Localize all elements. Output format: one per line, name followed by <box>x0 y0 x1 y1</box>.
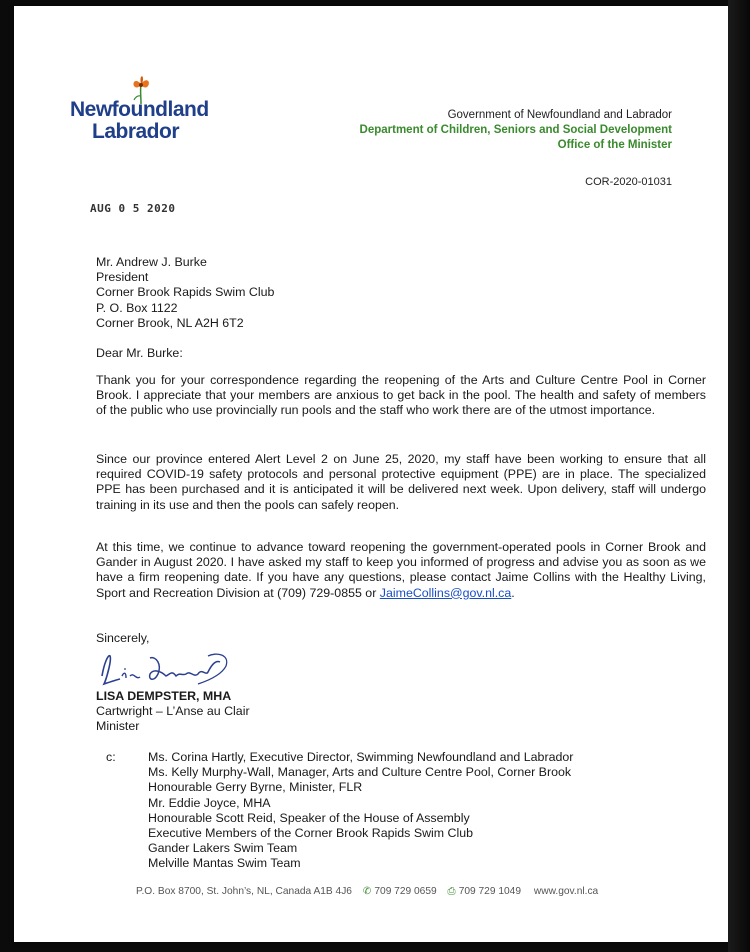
recipient-organization: Corner Brook Rapids Swim Club <box>96 285 275 300</box>
cc-item: Honourable Scott Reid, Speaker of the House of Assembly <box>148 810 470 825</box>
cc-label: c: <box>106 750 116 764</box>
paragraph-3-end: . <box>511 585 515 600</box>
paragraph-3-text: At this time, we continue to advance toward reopening the government-operated pools in Corner Brook and Gander in August 2020. I have asked my staff to keep you informed of progress and advise you as soon as we have a firm reopening date. If you have any questions, please contact Jaime Collins with the Healthy Living, Sport and Recreation Division at (709) 729-0855 or <box>96 540 706 600</box>
signer-title: Minister <box>96 719 140 734</box>
paragraph-3 <box>96 540 706 601</box>
recipient-title: President <box>96 270 149 285</box>
paragraph-1: Thank you for your correspondence regarding the reopening of the Arts and Culture Centre Pool in Corner Brook. I appreciate that your members are anxious to get back in the pool. The health and safety of members of the public who use provincially run pools and the staff who work there are of the utmost importance. <box>96 373 706 418</box>
government-name: Government of Newfoundland and Labrador <box>447 109 672 121</box>
email-link[interactable]: JaimeCollins@gov.nl.ca <box>379 585 512 600</box>
footer-phone: 709 729 0659 <box>374 886 437 897</box>
letterhead <box>360 108 672 153</box>
signer-district: Cartwright – L’Anse au Clair <box>96 704 250 719</box>
signer-name: LISA DEMPSTER, MHA <box>96 689 232 703</box>
recipient-city: Corner Brook, NL A2H 6T2 <box>96 315 244 330</box>
logo-line-2: Labrador <box>92 120 180 143</box>
paragraph-2: Since our province entered Alert Level 2 on June 25, 2020, my staff have been working to ensure that all required COVID-19 safety protocols and personal protective equipment (PPE) are in place. The specialized PPE has been purchased and it is anticipated it will be delivered next week. Upon delivery, staff will undergo training in its use and then the pools can safely reopen. <box>96 452 706 512</box>
cc-item: Mr. Eddie Joyce, MHA <box>148 795 271 810</box>
footer-website[interactable]: www.gov.nl.ca <box>533 886 599 897</box>
date-stamp: AUG 0 5 2020 <box>90 202 176 215</box>
cc-list <box>148 750 573 872</box>
cc-item: Gander Lakers Swim Team <box>148 841 298 856</box>
handwritten-signature <box>98 646 248 690</box>
government-logo <box>70 74 210 154</box>
cc-item: Ms. Corina Hartly, Executive Director, Swimming Newfoundland and Labrador <box>148 750 574 764</box>
department-name: Department of Children, Seniors and Social Development <box>359 124 672 136</box>
footer-fax: 709 729 1049 <box>458 886 522 897</box>
recipient-name: Mr. Andrew J. Burke <box>96 255 207 269</box>
cc-item: Executive Members of the Corner Brook Rapids Swim Club <box>148 826 474 841</box>
footer-address: P.O. Box 8700, St. John’s, NL, Canada A1B 4J6 <box>136 886 352 897</box>
office-name: Office of the Minister <box>557 139 672 151</box>
signer-block <box>96 689 706 735</box>
phone-icon: ✆ <box>362 886 372 897</box>
logo-line-1: Newfoundland <box>70 98 209 121</box>
reference-number: COR-2020-01031 <box>585 176 672 188</box>
recipient-po-box: P. O. Box 1122 <box>96 300 178 315</box>
salutation: Dear Mr. Burke: <box>96 346 183 360</box>
page-edge-shadow <box>728 0 750 952</box>
cc-item: Honourable Gerry Byrne, Minister, FLR <box>148 780 363 795</box>
recipient-address <box>96 255 706 331</box>
cc-item: Melville Mantas Swim Team <box>148 856 301 871</box>
footer <box>136 886 598 898</box>
letter-page <box>14 6 728 942</box>
cc-item: Ms. Kelly Murphy-Wall, Manager, Arts and Culture Centre Pool, Corner Brook <box>148 765 572 780</box>
closing: Sincerely, <box>96 631 150 645</box>
fax-icon: ⎙ <box>447 886 456 897</box>
